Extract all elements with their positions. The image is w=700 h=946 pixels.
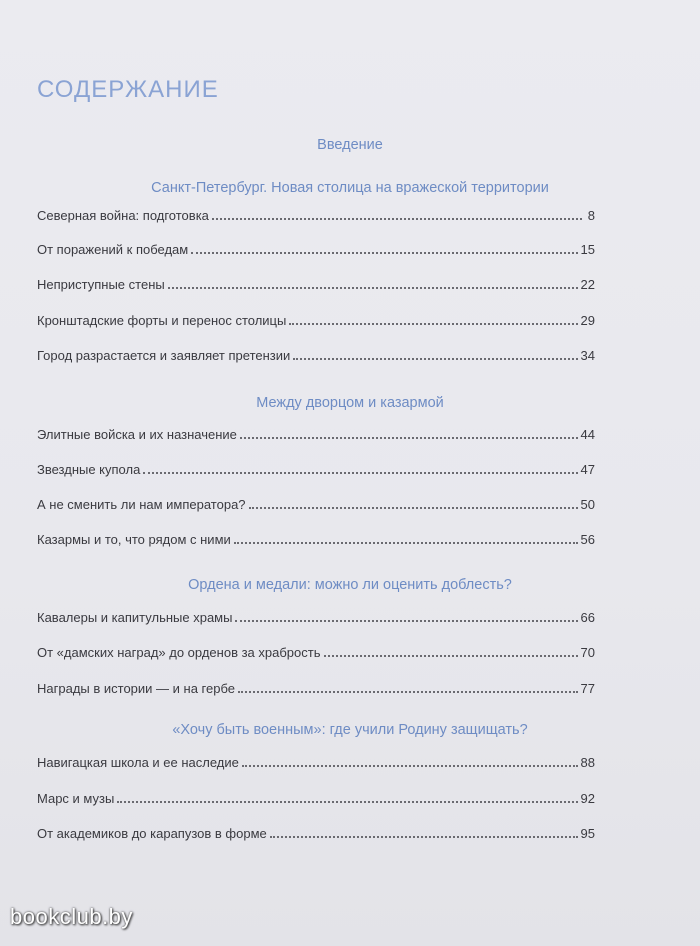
dot-leader [234,542,578,544]
entry-page: 88 [580,755,595,770]
dot-leader [289,323,577,325]
toc-entry [37,459,595,477]
dot-leader [293,358,577,360]
entry-title: Кавалеры и капитульные храмы [37,610,233,625]
toc-entry [37,494,595,512]
dot-leader [238,691,578,693]
entry-title: От «дамских наград» до орденов за храбрость [37,645,321,660]
toc-entry [37,823,595,841]
dot-leader [249,507,578,509]
toc-entry [37,274,595,292]
entry-title: Город разрастается и заявляет претензии [37,348,291,363]
entry-page: 56 [580,532,595,547]
entry-page: 44 [580,427,595,442]
dot-leader [240,437,578,439]
toc-entry [37,788,595,806]
dot-leader [235,620,577,622]
entry-title: Казармы и то, что рядом с ними [37,532,231,547]
dot-leader [143,472,577,474]
entry-title: Награды в истории — и на гербе [37,681,235,696]
entry-title: Марс и музы [37,791,115,806]
entry-page: 47 [580,462,595,477]
dot-leader [270,836,578,838]
entry-title: Неприступные стены [37,277,165,292]
dot-leader [324,655,578,657]
section-heading: Ордена и медали: можно ли оценить доблесть? [188,577,512,593]
entry-title: А не сменить ли нам императора? [37,497,246,512]
entry-page: 92 [580,791,595,806]
section-heading: Санкт-Петербург. Новая столица на вражеской территории [151,180,549,196]
entry-page: 66 [580,610,595,625]
entry-page: 50 [580,497,595,512]
site-watermark: bookclub.by [10,904,133,929]
toc-entry [37,529,595,547]
section-heading: Между дворцом и казармой [256,395,444,411]
toc-entry [37,642,595,660]
dot-leader [212,218,582,220]
entry-page: 77 [580,681,595,696]
toc-entry [37,607,595,625]
toc-entry [37,310,595,328]
entry-page: 70 [580,645,595,660]
toc-entry [37,678,595,696]
entry-page: 22 [580,277,595,292]
toc-entry [37,205,595,223]
entry-title: Северная война: подготовка [37,208,209,223]
dot-leader [117,801,577,803]
toc-entry [37,345,595,363]
entry-title: Навигацкая школа и ее наследие [37,755,239,770]
entry-title: Кронштадские форты и перенос столицы [37,313,287,328]
entry-page: 15 [580,242,595,257]
entry-page: 34 [580,348,595,363]
entry-title: Элитные войска и их назначение [37,427,237,442]
entry-title: От поражений к победам [37,242,189,257]
toc-entry [37,752,595,770]
toc-entry [37,239,595,257]
entry-page: 95 [580,826,595,841]
toc-heading-intro: Введение [317,137,383,153]
dot-leader [191,252,577,254]
toc-title: СОДЕРЖАНИЕ [37,76,219,103]
entry-page: 29 [580,313,595,328]
dot-leader [168,287,578,289]
toc-entry [37,424,595,442]
entry-title: От академиков до карапузов в форме [37,826,267,841]
entry-page: 8 [587,208,595,223]
dot-leader [242,765,578,767]
section-heading: «Хочу быть военным»: где учили Родину защищать? [172,722,528,738]
entry-title: Звездные купола [37,462,141,477]
